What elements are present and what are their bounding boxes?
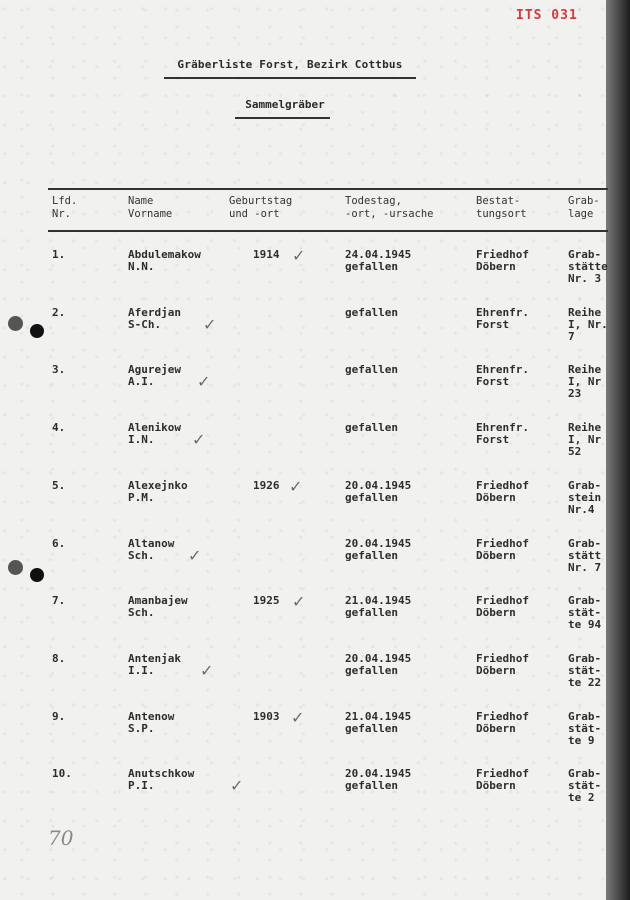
row-name: Agurejew A.I. [128, 363, 181, 388]
row-grave: Grab- stätt Nr. 7 [568, 537, 602, 574]
punch-hole [30, 568, 44, 582]
watermark: sgvavia [557, 872, 604, 886]
row-burial: Friedhof Döbern [476, 479, 529, 504]
col-header-grave: Grab- lage [568, 195, 600, 220]
col-header-nr: Lfd. Nr. [52, 195, 78, 220]
row-nr: 7. [52, 594, 66, 607]
row-grave: Grab- stät- te 2 [568, 767, 602, 804]
row-death: gefallen [345, 306, 398, 319]
row-death: gefallen [345, 363, 398, 376]
check-mark-icon: ✓ [197, 372, 211, 391]
row-death: 20.04.1945 gefallen [345, 537, 412, 562]
check-mark-icon: ✓ [200, 661, 214, 680]
row-grave: Grab- stät- te 94 [568, 594, 602, 631]
row-grave: Reihe I, Nr. 7 [568, 306, 608, 343]
row-name: Aferdjan S-Ch. [128, 306, 181, 331]
row-death: 21.04.1945 gefallen [345, 710, 412, 735]
punch-hole [8, 316, 23, 331]
row-death: 24.04.1945 gefallen [345, 248, 412, 273]
row-death: gefallen [345, 421, 398, 434]
row-nr: 2. [52, 306, 66, 319]
col-header-name: Name Vorname [128, 195, 173, 220]
col-header-burial: Bestat- tungsort [476, 195, 527, 220]
row-name: Altanow Sch. [128, 537, 175, 562]
row-name: Antenjak I.I. [128, 652, 181, 677]
punch-hole [30, 324, 44, 338]
title-underline [164, 77, 416, 79]
row-grave: Grab- stein Nr.4 [568, 479, 602, 516]
row-grave: Reihe I, Nr 23 [568, 363, 602, 400]
row-burial: Friedhof Döbern [476, 248, 529, 273]
row-birth: 1914 [253, 248, 280, 261]
check-mark-icon: ✓ [203, 315, 217, 334]
scan-edge [606, 0, 630, 900]
row-nr: 8. [52, 652, 66, 665]
row-burial: Friedhof Döbern [476, 767, 529, 792]
check-mark-icon: ✓ [292, 246, 306, 265]
row-burial: Friedhof Döbern [476, 537, 529, 562]
col-header-death: Todestag, -ort, -ursache [345, 195, 434, 220]
row-nr: 6. [52, 537, 66, 550]
row-burial: Friedhof Döbern [476, 594, 529, 619]
row-birth: 1903 [253, 710, 280, 723]
row-birth: 1925 [253, 594, 280, 607]
subtitle-underline [235, 117, 330, 119]
row-death: 21.04.1945 gefallen [345, 594, 412, 619]
row-name: Alexejnko P.M. [128, 479, 188, 504]
row-nr: 10. [52, 767, 72, 780]
handwritten-page-number: 70 [48, 826, 74, 850]
punch-hole [8, 560, 23, 575]
row-nr: 9. [52, 710, 66, 723]
check-mark-icon: ✓ [289, 477, 303, 496]
row-burial: Ehrenfr. Forst [476, 421, 529, 446]
row-name: Alenikow I.N. [128, 421, 181, 446]
document-title: Gräberliste Forst, Bezirk Cottbus [177, 58, 403, 71]
row-death: 20.04.1945 gefallen [345, 767, 412, 792]
row-name: Abdulemakow N.N. [128, 248, 201, 273]
row-burial: Ehrenfr. Forst [476, 363, 529, 388]
row-name: Antenow S.P. [128, 710, 175, 735]
check-mark-icon: ✓ [291, 708, 305, 727]
row-burial: Friedhof Döbern [476, 710, 529, 735]
row-grave: Reihe I, Nr 52 [568, 421, 602, 458]
row-nr: 5. [52, 479, 66, 492]
row-name: Anutschkow P.I. [128, 767, 195, 792]
row-grave: Grab- stätte Nr. 3 [568, 248, 608, 285]
check-mark-icon: ✓ [192, 430, 206, 449]
check-mark-icon: ✓ [230, 776, 244, 795]
row-death: 20.04.1945 gefallen [345, 479, 412, 504]
row-grave: Grab- stät- te 9 [568, 710, 602, 747]
row-name: Amanbajew Sch. [128, 594, 188, 619]
row-death: 20.04.1945 gefallen [345, 652, 412, 677]
archive-stamp: ITS 031 [516, 8, 578, 23]
col-header-birth: Geburtstag und -ort [229, 195, 293, 220]
document-subtitle: Sammelgräber [245, 98, 325, 111]
check-mark-icon: ✓ [292, 592, 306, 611]
row-nr: 1. [52, 248, 66, 261]
table-top-rule [48, 188, 608, 190]
row-burial: Friedhof Döbern [476, 652, 529, 677]
table-header-rule [48, 230, 608, 232]
check-mark-icon: ✓ [188, 546, 202, 565]
row-birth: 1926 [253, 479, 280, 492]
row-nr: 4. [52, 421, 66, 434]
row-nr: 3. [52, 363, 66, 376]
row-grave: Grab- stät- te 22 [568, 652, 602, 689]
row-burial: Ehrenfr. Forst [476, 306, 529, 331]
